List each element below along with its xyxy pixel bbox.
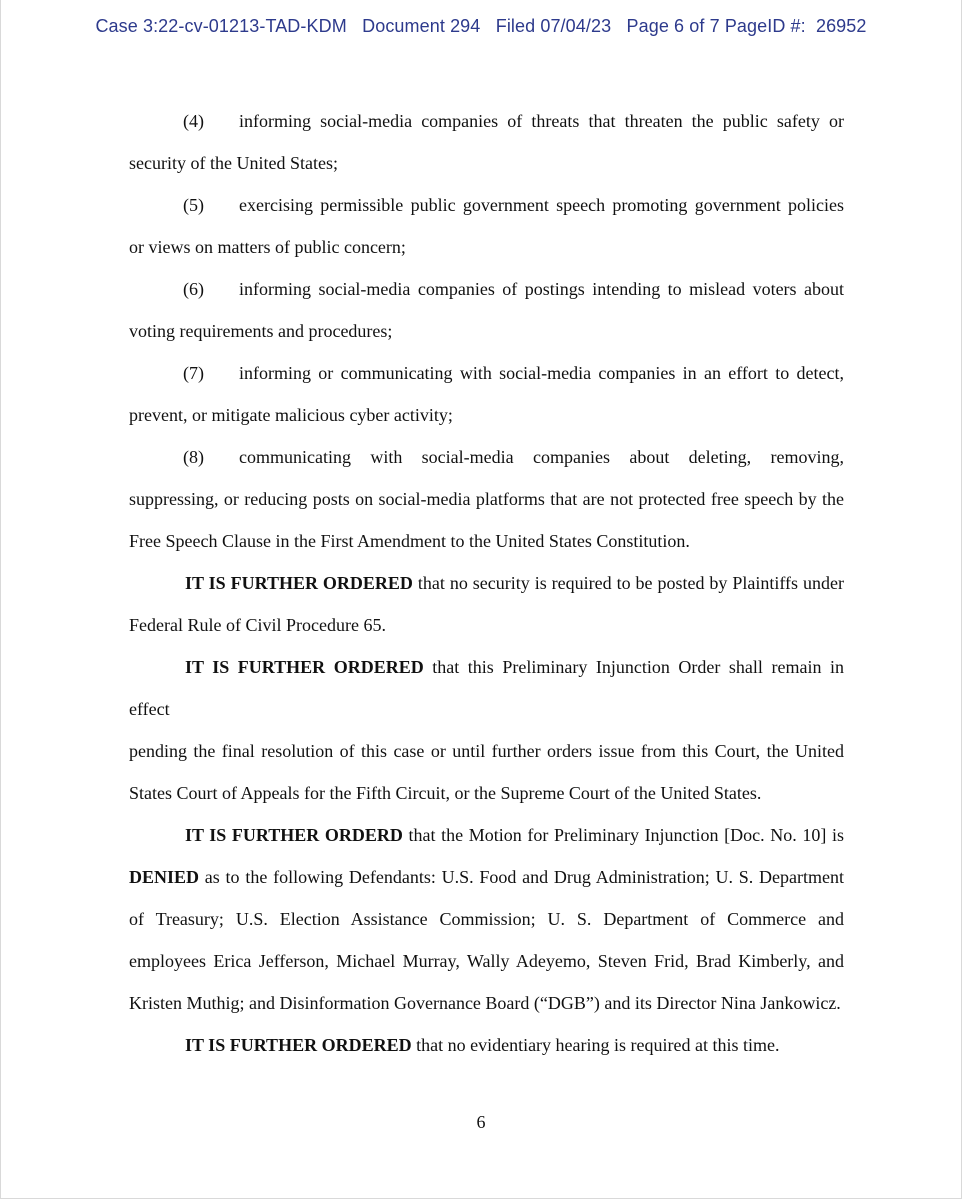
item-number: (5) <box>183 195 204 215</box>
list-item <box>129 436 844 562</box>
order-text: that the Motion for Preliminary Injunction [Doc. No. 10] is <box>402 825 844 845</box>
order-text: that this Preliminary Injunction Order shall remain in effect <box>129 657 844 719</box>
page-of: Page 6 of 7 <box>626 16 720 36</box>
case-number: Case 3:22-cv-01213-TAD-KDM <box>95 16 347 36</box>
order-text-continued: employees Erica Jefferson, Michael Murray, Wally Adeyemo, Steven Frid, Brad Kimberly, and <box>129 951 844 971</box>
order-text: that no security is required to be posted by Plaintiffs under <box>412 573 844 593</box>
order-paragraph <box>129 814 844 1024</box>
order-text: that no evidentiary hearing is required at this time. <box>411 1035 780 1055</box>
item-text-continued: security of the United States; <box>129 153 338 173</box>
order-text-continued: as to the following Defendants: U.S. Food and Drug Administration; U. S. Department <box>199 867 844 887</box>
order-text-continued: Kristen Muthig; and Disinformation Governance Board (“DGB”) and its Director Nina Jankowicz. <box>129 993 841 1013</box>
order-paragraph <box>129 562 844 646</box>
order-paragraph <box>129 1024 844 1066</box>
order-text-continued: Federal Rule of Civil Procedure 65. <box>129 615 386 635</box>
item-text: informing or communicating with social-media companies in an effort to detect, <box>239 363 844 383</box>
filed-date: Filed 07/04/23 <box>495 16 612 36</box>
item-number: (4) <box>183 111 204 131</box>
order-heading: IT IS FURTHER ORDERED <box>185 573 413 593</box>
page-number: 6 <box>476 1112 486 1132</box>
list-item <box>129 100 844 184</box>
item-text-continued: or views on matters of public concern; <box>129 237 406 257</box>
item-text-continued: Free Speech Clause in the First Amendment to the United States Constitution. <box>129 531 690 551</box>
filing-header <box>1 16 961 37</box>
order-heading: IT IS FURTHER ORDERED <box>185 657 424 677</box>
item-text-continued: suppressing, or reducing posts on social-media platforms that are not protected free speech by the <box>129 489 844 509</box>
order-text-continued: States Court of Appeals for the Fifth Circuit, or the Supreme Court of the United States. <box>129 783 762 803</box>
item-text: exercising permissible public government speech promoting government policies <box>239 195 844 215</box>
order-text-continued: pending the final resolution of this case or until further orders issue from this Court, the United <box>129 741 844 761</box>
list-item <box>129 184 844 268</box>
document-body <box>129 100 844 1066</box>
item-text-continued: prevent, or mitigate malicious cyber activity; <box>129 405 453 425</box>
denied-label: DENIED <box>129 867 200 887</box>
order-text-continued: of Treasury; U.S. Election Assistance Commission; U. S. Department of Commerce and <box>129 909 844 929</box>
item-text: communicating with social-media companies about deleting, removing, <box>239 447 844 467</box>
order-heading: IT IS FURTHER ORDERD <box>185 825 403 845</box>
list-item <box>129 268 844 352</box>
list-item <box>129 352 844 436</box>
item-text: informing social-media companies of postings intending to mislead voters about <box>239 279 844 299</box>
item-number: (8) <box>183 447 204 467</box>
item-text: informing social-media companies of threats that threaten the public safety or <box>239 111 844 131</box>
order-paragraph <box>129 646 844 814</box>
item-number: (7) <box>183 363 204 383</box>
item-text-continued: voting requirements and procedures; <box>129 321 393 341</box>
item-number: (6) <box>183 279 204 299</box>
order-heading: IT IS FURTHER ORDERED <box>185 1035 412 1055</box>
document-number: Document 294 <box>362 16 481 36</box>
page-id: PageID #: 26952 <box>724 16 867 36</box>
